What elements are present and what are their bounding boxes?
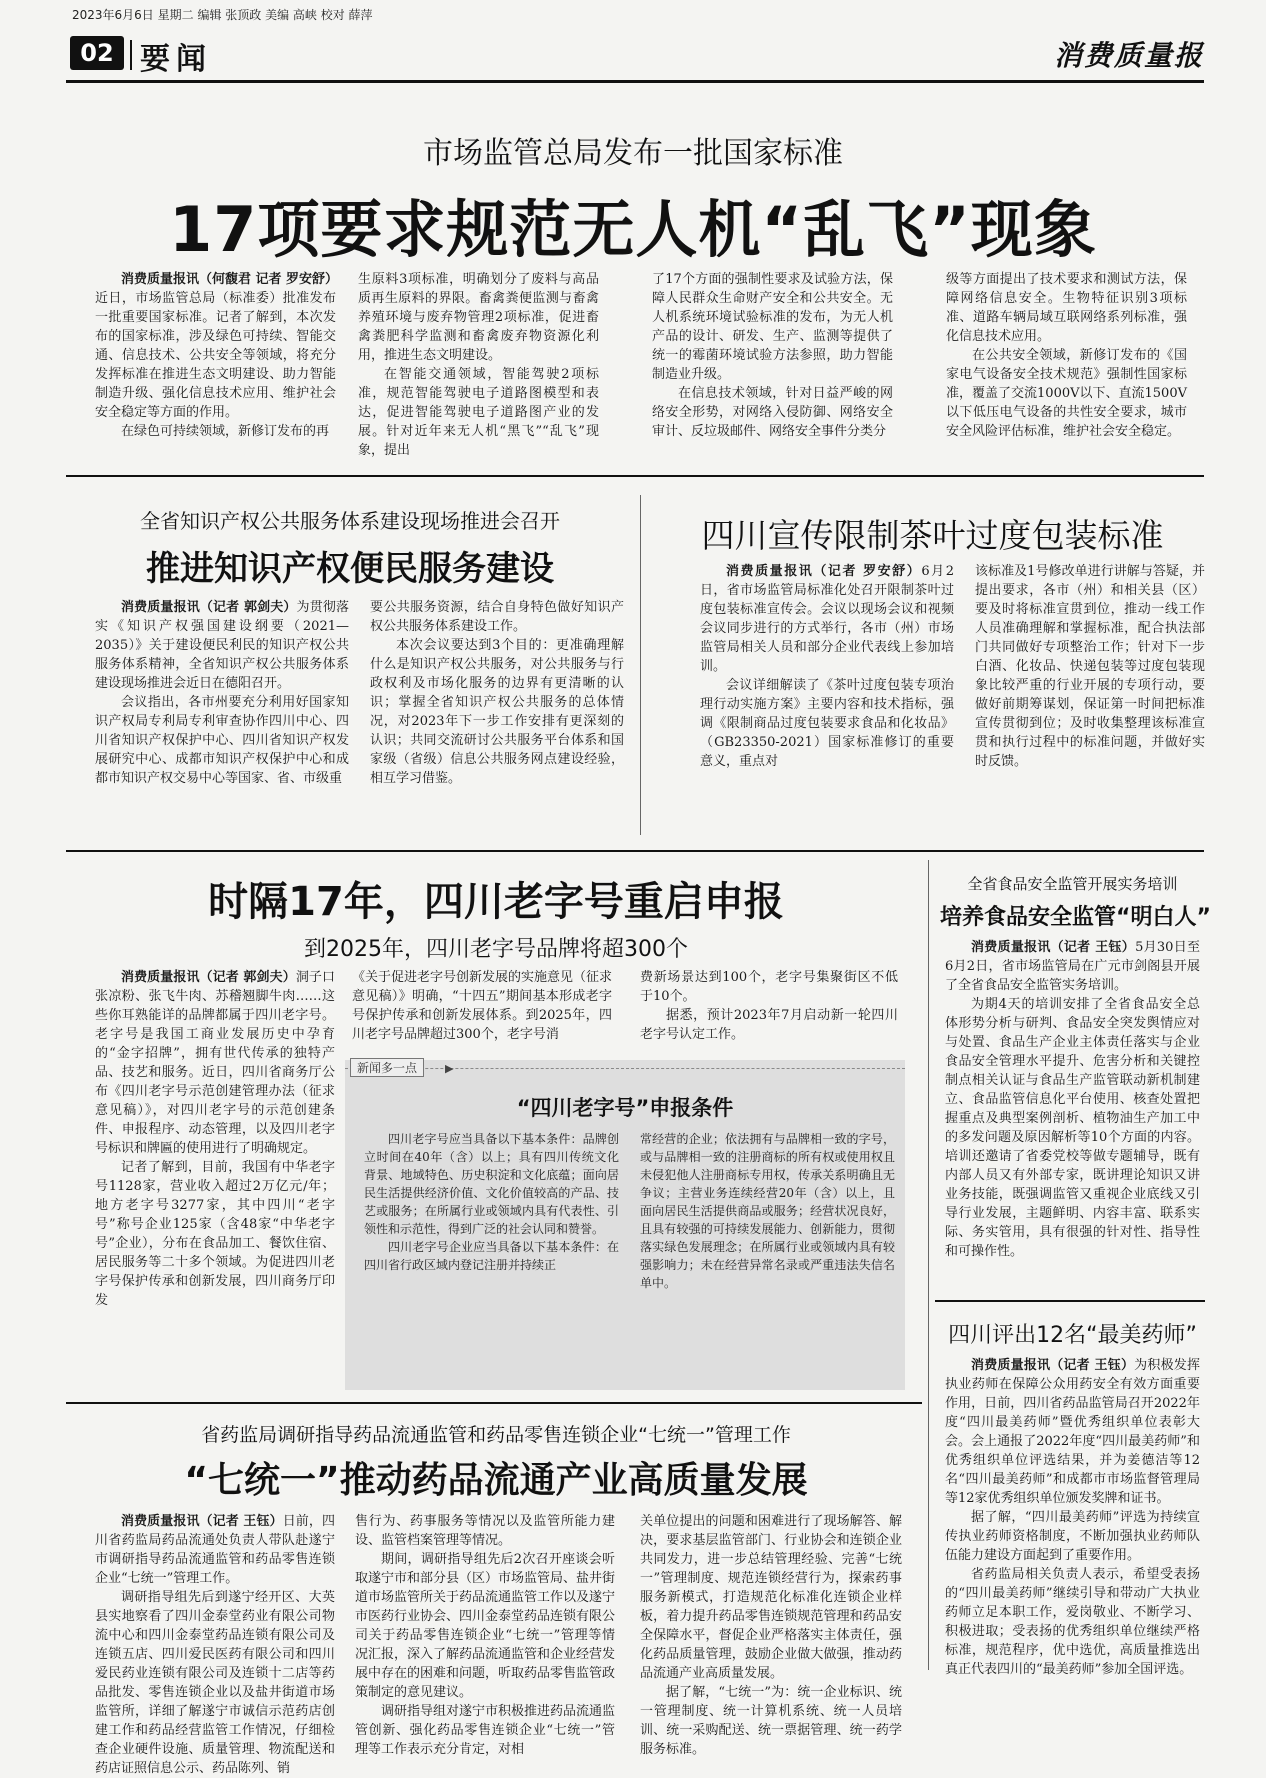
header-meta: 2023年6月6日 星期二 编辑 张顶政 美编 高峡 校对 薛萍 — [72, 8, 373, 22]
a6-column-1: 消费质量报讯（记者 王钰）为积极发挥执业药师在保障公众用药安全有效方面重要作用，日前，四川省药品监管局召开2022年度“四川最美药师”暨优秀组织单位表彰大会。会上通报了2022年度“四川最美药师”和优秀组织单位评选结果，并为姜德洁等12名“四川最美药师”和成都市市场监督管理局等12家优秀组织单位颁发奖牌和证书。 据了解，“四川最美药师”评选为持续宣传执业药师资格制度，不断加强执业药师队伍能力建设方面起到了重要作用。 省药监局相关负责人表示，希望受表扬的“四川最美药师”继续引导和带动广大执业药师立足本职工作，爱岗敬业、不断学习、积极进取；受表扬的优秀组织单位继续严格标准，规范程序，优中选优，高质量推选出真正代表四川的“最美药师”参加全国评选。 — [945, 1358, 1200, 1677]
a1-column-3: 了17个方面的强制性要求及试验方法，保障人民群众生命财产安全和公共安全。无人机系统环境试验标准的发布，为无人机产品的设计、研发、生产、监测等提供了统一的霉菌环境试验方法参照，助力智能制造业升级。 在信息技术领域，针对日益严峻的网络安全形势，对网络入侵防御、网络安全审计、反垃圾邮件、网络安全事件分类分 — [652, 272, 893, 439]
a2-kicker: 全省知识产权公共服务体系建设现场推进会召开 — [140, 509, 560, 533]
divider-4 — [66, 1402, 922, 1404]
a4-subhead: 到2025年，四川老字号品牌将超300个 — [304, 937, 688, 962]
a4-byline: 消费质量报讯（记者 郭剑夫） — [121, 970, 296, 985]
divider-3 — [935, 1300, 1205, 1302]
a7-headline: “七统一”推动药品流通产业高质量发展 — [184, 1460, 808, 1501]
a6-headline: 四川评出12名“最美药师” — [948, 1323, 1197, 1348]
a4-column-3: 费新场景达到100个，老字号集聚街区不低于10个。 据悉，预计2023年7月启动新一轮四川老字号认定工作。 — [640, 970, 898, 1042]
a7-column-3: 关单位提出的问题和困难进行了现场解答、解决，要求基层监管部门、行业协会和连锁企业共同发力，进一步总结管理经验、完善“七统一”管理制度、规范连锁经营行为，探索药事服务新模式，打造规范化标准化连锁企业样板，着力提升药品零售连锁规范管理和药品安全保障水平，督促企业严格落实主体责任，强化药品质量管理，鼓励企业做大做强，推动药品流通产业高质量发展。 据了解，“七统一”为：统一企业标识、统一管理制度、统一计算机系统、统一人员培训、统一采购配送、统一票据管理、统一药学服务标准。 — [640, 1514, 902, 1757]
a1-byline: 消费质量报讯（何馥君 记者 罗安舒） — [121, 272, 339, 287]
a5-kicker: 全省食品安全监管开展实务培训 — [967, 875, 1178, 893]
a1-headline: 17项要求规范无人机“乱飞”现象 — [169, 193, 1097, 266]
vertical-divider-2 — [928, 860, 929, 1670]
newspaper-brand: 消费质量报 — [1053, 39, 1204, 72]
a4-box-tag: 新闻多一点 — [350, 1058, 424, 1077]
a5-column-1: 消费质量报讯（记者 王钰）5月30日至6月2日，省市场监管局在广元市剑阁县开展了全省食品安全监管实务培训。 为期4天的培训安排了全省食品安全总体形势分析与研判、食品安全突发舆情应对与处置、食品生产企业主体责任落实与企业食品安全管理水平提升、危害分析和关键控制点相关认证与食品生产监管联动新机制建立、食品监管信息化平台使用、核查处置把握重点及典型案例剖析、植物油生产加工中的多发问题及原因解析等10个方面的内容。培训还邀请了省委党校等做专题辅导，既有内部人员又有外部专家，既讲理论知识又讲业务技能，既强调监管又重视企业底线又引导行业发展，主题鲜明、内容丰富、联系实际、务实管用，具有很强的针对性、指导性和可操作性。 — [945, 940, 1200, 1259]
page-number: 02 — [70, 36, 124, 70]
a4-headline: 时隔17年，四川老字号重启申报 — [208, 879, 784, 925]
a7-byline: 消费质量报讯（记者 王钰） — [121, 1514, 283, 1529]
a4-box-rule — [345, 1068, 905, 1069]
a7-kicker: 省药监局调研指导药品流通监管和药品零售连锁企业“七统一”管理工作 — [201, 1424, 791, 1446]
a5-byline: 消费质量报讯（记者 王钰） — [971, 940, 1136, 955]
a4-box-tag-icon: ▶ — [445, 1062, 454, 1075]
a2-column-2: 要公共服务资源，结合自身特色做好知识产权公共服务体系建设工作。 本次会议要达到3个目的：更准确理解什么是知识产权公共服务，对公共服务与行政权利及市场化服务的边界有更清晰的认识；掌握全省知识产权公共服务的总体情况，对2023年下一步工作安排有更深刻的认识；共同交流研讨公共服务平台体系和国家级（省级）信息公共服务网点建设经验，相互学习借鉴。 — [370, 600, 624, 786]
a2-byline: 消费质量报讯（记者 郭剑夫） — [121, 600, 297, 615]
a1-column-1: 消费质量报讯（何馥君 记者 罗安舒）近日，市场监管总局（标准委）批准发布一批重要国家标准。记者了解到，本次发布的国家标准，涉及绿色可持续、智能交通、信息技术、公共安全等领域，将充分发挥标准在推进生态文明建设、助力智能制造升级、强化信息技术应用、维护社会安全稳定等方面的作用。 在绿色可持续领域，新修订发布的再 — [95, 272, 339, 439]
a7-column-2: 售行为、药事服务等情况以及监管所能力建设、监管档案管理等情况。 期间，调研指导组先后2次召开座谈会听取遂宁市和部分县（区）市场监管局、盐井街道市场监管所关于药品流通监管工作以及遂宁市医药行业协会、四川金泰堂药品连锁有限公司关于药品零售连锁企业“七统一”管理等情况汇报，深入了解药品流通监管和企业经营发展中存在的困难和问题，听取药品零售监管政策制定的意见建议。 调研指导组对遂宁市积极推进药品流通监管创新、强化药品零售连锁企业“七统一”管理等工作表示充分肯定，对相 — [355, 1514, 616, 1757]
a1-column-4: 级等方面提出了技术要求和测试方法，保障网络信息安全。生物特征识别3项标准、道路车辆局域互联网络系列标准，强化信息技术应用。 在公共安全领域，新修订发布的《国家电气设备安全技术规范》强制性国家标准，覆盖了交流1000V以下、直流1500V以下低压电气设备的共性安全要求，城市安全风险评估标准，维护社会安全稳定。 — [946, 272, 1187, 439]
divider-2 — [66, 850, 1204, 852]
a3-byline: 消费质量报讯（记者 罗安舒） — [726, 564, 922, 579]
a4-column-1: 消费质量报讯（记者 郭剑夫）洞子口张凉粉、张飞牛肉、苏稽翘脚牛肉……这些你耳熟能详的品牌都属于四川老字号。老字号是我国工商业发展历史中孕育的“金字招牌”，拥有世代传承的独特产品、技艺和服务。近日，四川省商务厅公布《四川老字号示范创建管理办法（征求意见稿）》，对四川老字号的示范创建条件、申报程序、动态管理，以及四川老字号标识和牌匾的使用进行了明确规定。 记者了解到，目前，我国有中华老字号1128家，营业收入超过2万亿元/年；地方老字号3277家，其中四川“老字号”称号企业125家（含48家“中华老字号”企业），分布在食品加工、餐饮住宿、居民服务等二十多个领域。为促进四川老字号保护传承和创新发展，四川商务厅印发 — [95, 970, 335, 1308]
header-divider — [130, 40, 132, 70]
divider-1 — [66, 475, 1204, 477]
vertical-divider-1 — [640, 495, 641, 835]
a3-headline: 四川宣传限制茶叶过度包装标准 — [701, 516, 1164, 555]
header-bar — [66, 28, 1204, 83]
a1-column-2: 生原料3项标准，明确划分了废料与高品质再生原料的界限。畜禽粪便监测与畜禽养殖环境与废弃物管理2项标准，促进畜禽粪肥科学监测和畜禽废弃物资源化利用，推进生态文明建设。 在智能交通领域，智能驾驶2项标准，规范智能驾驶电子道路图模型和表达，促进智能驾驶电子道路图产业的发展。针对近年来无人机“黑飞”“乱飞”现象，提出 — [358, 272, 599, 458]
a5-headline: 培养食品安全监管“明白人” — [940, 905, 1211, 930]
a3-column-1: 消费质量报讯（记者 罗安舒）6月2日，省市场监管局标准化处召开限制茶叶过度包装标准宣传会。会议以现场会议和视频会议同步进行的方式举行，各市（州）市场监管局相关人员和部分企业代表线上参加培训。 会议详细解读了《茶叶过度包装专项治理行动实施方案》主要内容和技术指标，强调《限制商品过度包装要求食品和化妆品》（GB23350-2021）国家标准修订的重要意义，重点对 — [700, 564, 955, 769]
a4-box-column-1: 四川老字号应当具备以下基本条件：品牌创立时间在40年（含）以上；具有四川传统文化背景、地域特色、历史积淀和文化底蕴；面向居民生活提供经济价值、文化价值较高的产品、技艺或服务；在所属行业或领域内具有代表性、引领性和示范性，得到广泛的社会认同和赞誉。 四川老字号企业应当具备以下基本条件：在四川省行政区域内登记注册并持续正 — [364, 1132, 619, 1272]
a1-kicker: 市场监管总局发布一批国家标准 — [423, 136, 843, 171]
a2-column-1: 消费质量报讯（记者 郭剑夫）为贯彻落实《知识产权强国建设纲要（2021—2035）》关于建设便民利民的知识产权公共服务体系精神，全省知识产权公共服务体系建设现场推进会近日在德阳召开。 会议指出，各市州要充分利用好国家知识产权局专利局专利审查协作四川中心、四川省知识产权保护中心、四川省知识产权发展研究中心、成都市知识产权保护中心和成都市知识产权交易中心等国家、省、市级重 — [95, 600, 349, 786]
a4-column-2: 《关于促进老字号创新发展的实施意见（征求意见稿）》明确，“十四五”期间基本形成老字号保护传承和创新发展体系。到2025年，四川老字号品牌超过300个，老字号消 — [352, 970, 613, 1042]
a4-box-column-2: 常经营的企业；依法拥有与品牌相一致的字号，或与品牌相一致的注册商标的所有权或使用权且未侵犯他人注册商标专用权，传承关系明确且无争议；主营业务连续经营20年（含）以上，且面向居民生活提供商品或服务；经营状况良好，且具有较强的可持续发展能力、创新能力，贯彻落实绿色发展理念；在所属行业或领域内具有较强影响力；未在经营异常名录或严重违法失信名单中。 — [640, 1132, 895, 1290]
a4-box-title: “四川老字号”申报条件 — [516, 1096, 734, 1120]
section-title: 要闻 — [140, 42, 212, 77]
a2-headline: 推进知识产权便民服务建设 — [146, 549, 554, 589]
a3-column-2: 该标准及1号修改单进行讲解与答疑，并提出要求，各市（州）和相关县（区）要及时将标准宣贯到位，推动一线工作人员准确理解和掌握标准，配合执法部门共同做好专项整治工作；针对下一步白酒、化妆品、快递包装等过度包装现象比较严重的行业开展的专项行动，要做好前期筹谋划，保证第一时间把标准宣传贯彻到位；及时收集整理该标准宣贯和执行过程中的标准问题，并做好实时反馈。 — [975, 564, 1205, 769]
a7-column-1: 消费质量报讯（记者 王钰）日前，四川省药监局药品流通处负责人带队赴遂宁市调研指导药品流通监管和药品零售连锁企业“七统一”管理工作。 调研指导组先后到遂宁经开区、大英县实地察看了四川金泰堂药业有限公司物流中心和四川金泰堂药品连锁有限公司及连锁五店、四川爱民医药有限公司和四川爱民药业连锁有限公司及连锁十二店等药品批发、零售连锁企业以及盐井街道市场监管所，详细了解遂宁市诚信示范药店创建工作和药品经营监管工作情况，仔细检查企业硬件设施、质量管理、物流配送和药店证照信息公示、药品陈列、销 — [95, 1514, 335, 1776]
a6-byline: 消费质量报讯（记者 王钰） — [971, 1358, 1135, 1373]
